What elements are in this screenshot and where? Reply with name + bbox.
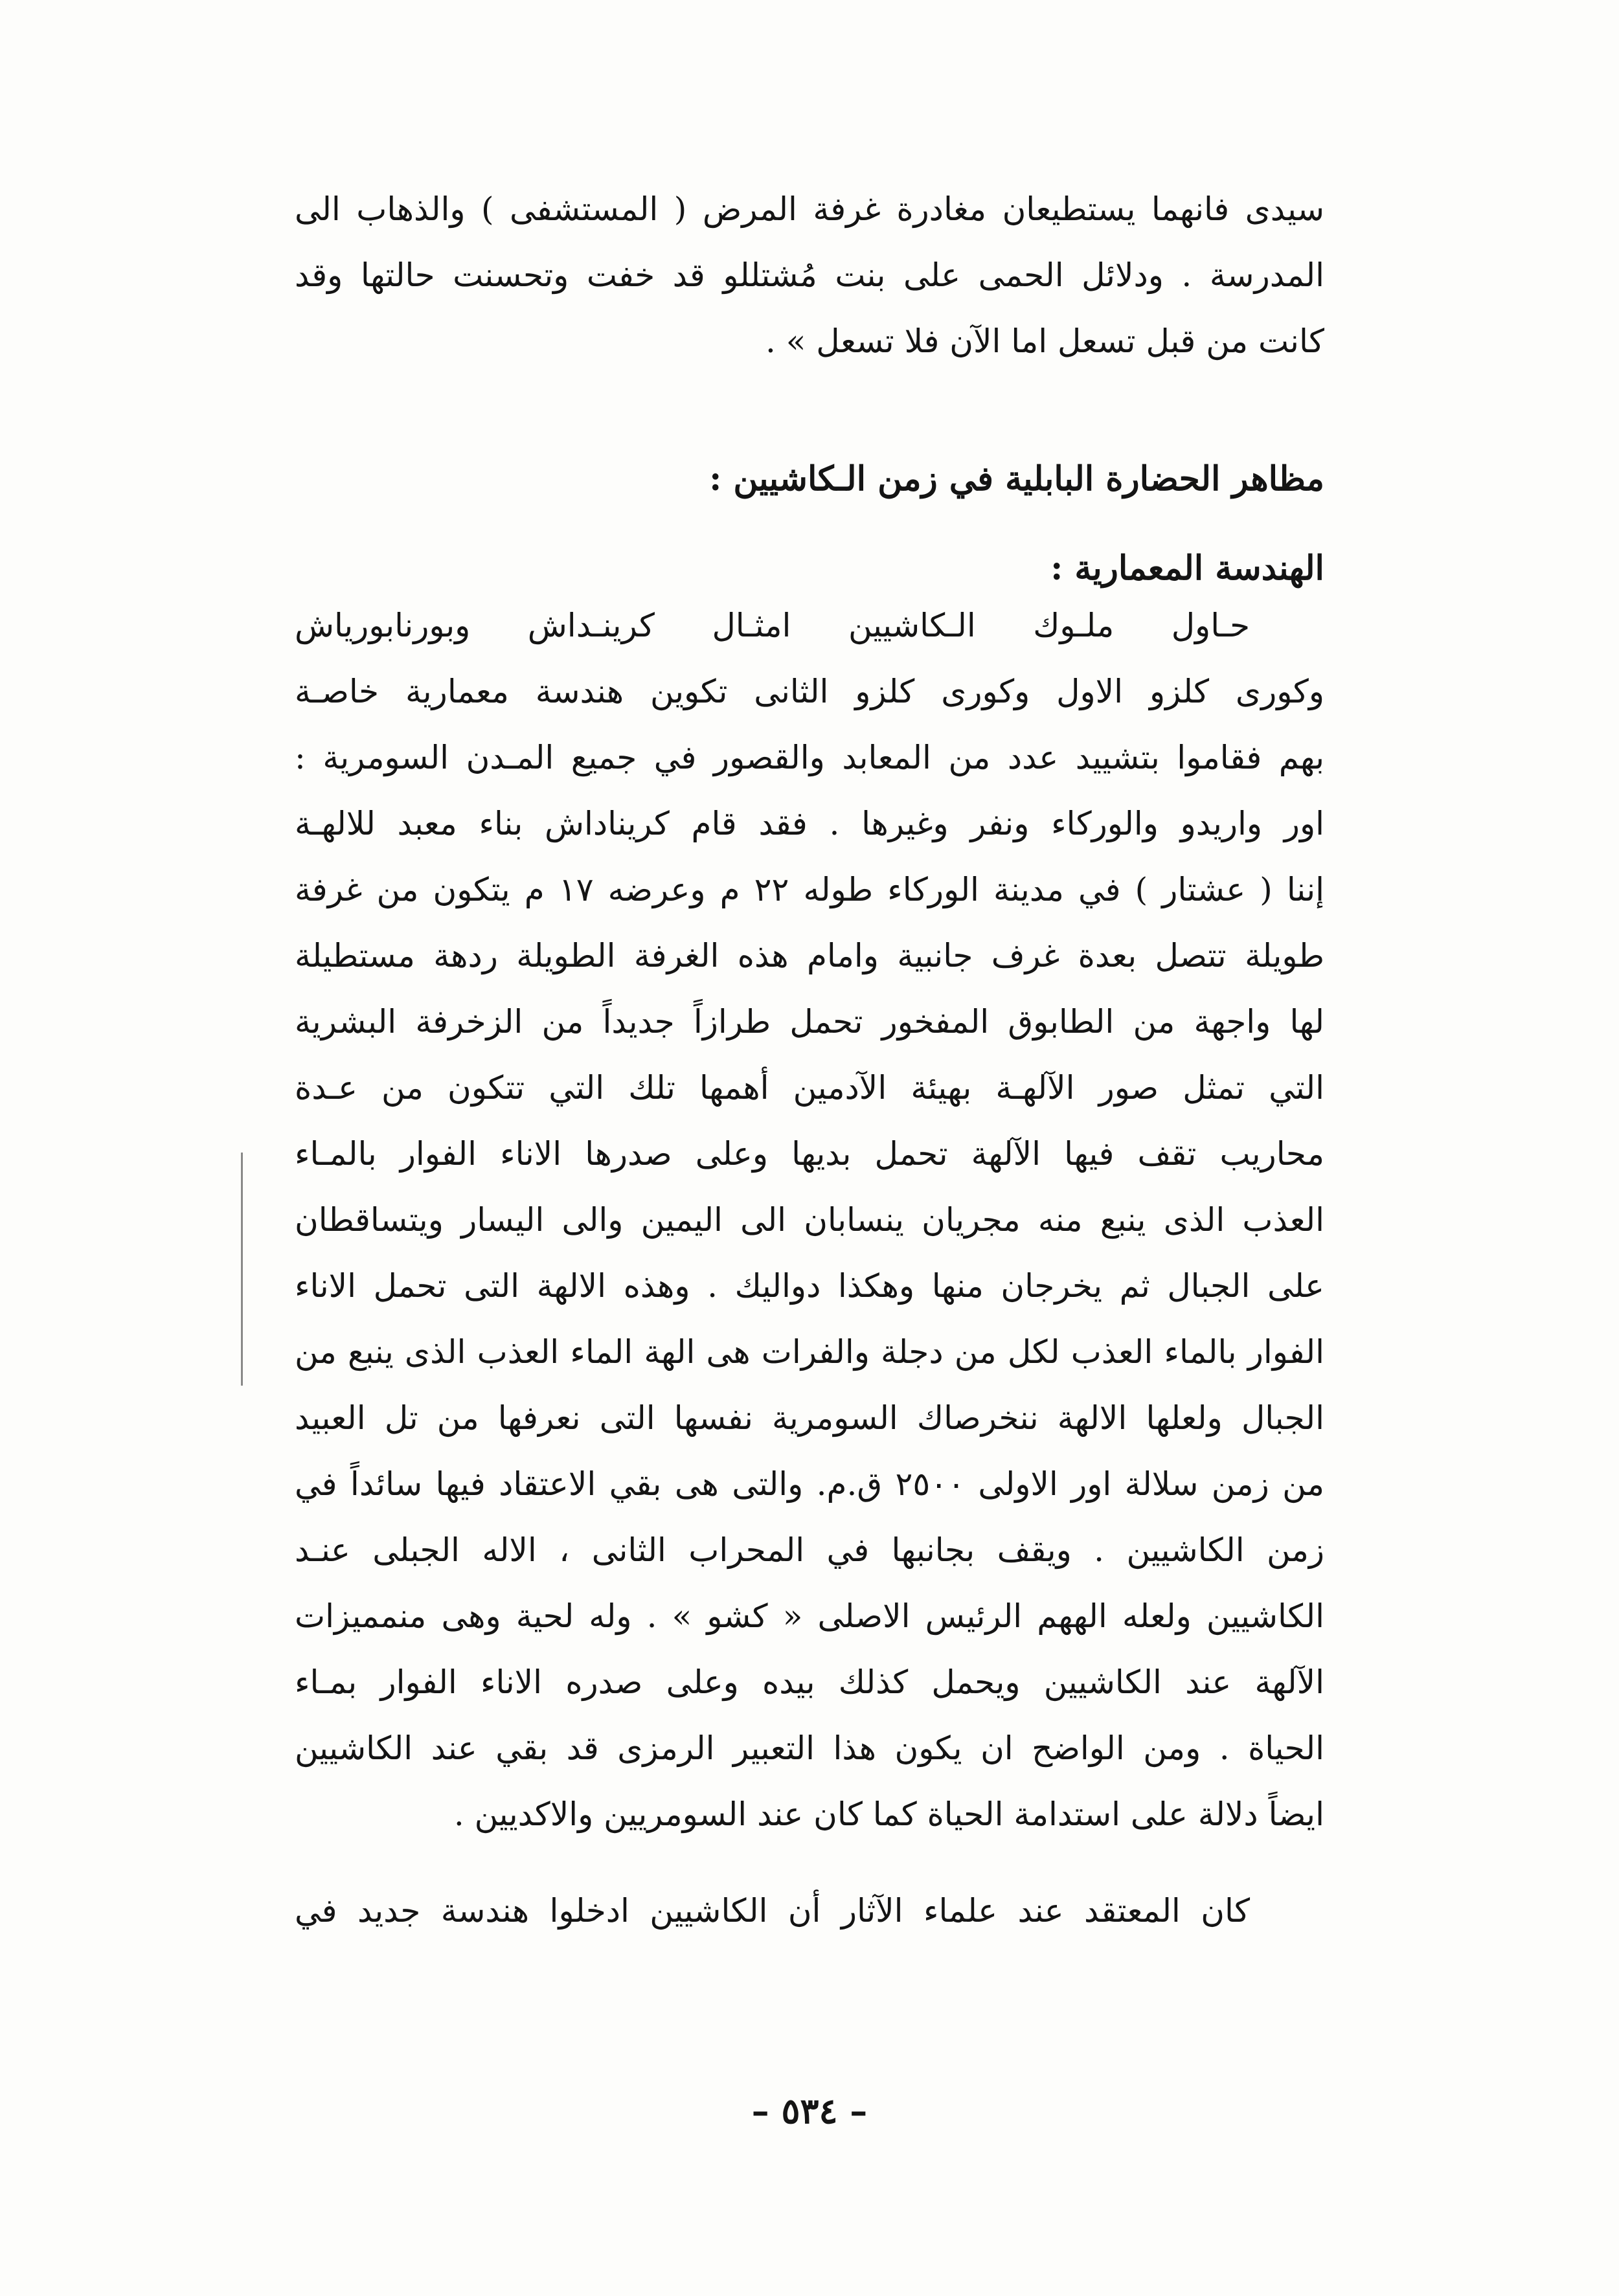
body-line-18: الحياة . ومن الواضح ان يكون هذا التعبير الرمزى قد بقي عند الكاشيين — [295, 1729, 1324, 1767]
left-margin-rule — [241, 1153, 243, 1386]
final-paragraph — [295, 1878, 1324, 1944]
body-line-16: الكاشيين ولعله الههم الرئيس الاصلى « كشو » . وله لحية وهى منمميزات — [295, 1597, 1324, 1635]
body-line-1: حـاول ملـوك الـكاشيين امثـال كرينـداش وبورنابورياش — [295, 607, 1250, 644]
body-line-6: طويلة تتصل بعدة غرف جانبية وامام هذه الغرفة الطويلة ردهة مستطيلة — [295, 937, 1324, 974]
body-line-8: التي تمثل صور الآلهـة بهيئة الآدمين أهمها تلك التي تتكون من عـدة — [295, 1069, 1324, 1107]
subsection-heading: الهندسة المعمارية : — [1050, 548, 1324, 588]
body-line-13: الجبال ولعلها الالهة ننخرصاك السومرية نفسها التى نعرفها من تل العبيد — [295, 1399, 1324, 1437]
body-line-11: على الجبال ثم يخرجان منها وهكذا دواليك . وهذه الالهة التى تحمل الاناء — [295, 1267, 1324, 1305]
intro-line-2: المدرسة . ودلائل الحمى على بنت مُشتللو قد خفت وتحسنت حالتها وقد — [295, 256, 1324, 294]
body-line-4: اور واريدو والوركاء ونفر وغيرها . فقد قام كريناداش بناء معبد للالهـة — [295, 805, 1324, 842]
body-line-2: وكورى كلزو الاول وكورى كلزو الثانى تكوين هندسة معمارية خاصـة — [295, 673, 1324, 710]
body-line-17: الآلهة عند الكاشيين ويحمل كذلك بيده وعلى صدره الاناء الفوار بمـاء — [295, 1663, 1324, 1701]
body-line-9: محاريب تقف فيها الآلهة تحمل بديها وعلى صدرها الاناء الفوار بالمـاء — [295, 1135, 1324, 1173]
final-line: كان المعتقد عند علماء الآثار أن الكاشيين ادخلوا هندسة جديد في — [295, 1892, 1250, 1930]
body-paragraph — [295, 592, 1324, 1847]
body-line-12: الفوار بالماء العذب لكل من دجلة والفرات هى الهة الماء العذب الذى ينبع من — [295, 1333, 1324, 1371]
intro-line-3: كانت من قبل تسعل اما الآن فلا تسعل » . — [765, 322, 1324, 360]
page-number: – ٥٣٤ – — [751, 2090, 868, 2132]
body-line-14: من زمن سلالة اور الاولى ٢٥٠٠ ق.م. والتى هى بقي الاعتقاد فيها سائداً في — [295, 1465, 1324, 1503]
intro-line-1: سيدى فانهما يستطيعان مغادرة غرفة المرض ( المستشفى ) والذهاب الى — [295, 190, 1324, 228]
body-line-15: زمن الكاشيين . ويقف بجانبها في المحراب الثانى ، الاله الجبلى عنـد — [295, 1531, 1324, 1569]
intro-paragraph — [295, 176, 1324, 374]
body-line-7: لها واجهة من الطابوق المفخور تحمل طرازاً جديداً من الزخرفة البشرية — [295, 1003, 1324, 1041]
body-line-5: إننا ( عشتار ) في مدينة الوركاء طوله ٢٢ م وعرضه ١٧ م يتكون من غرفة — [295, 871, 1324, 908]
body-line-10: العذب الذى ينبع منه مجريان ينسابان الى اليمين والى اليسار ويتساقطان — [295, 1201, 1324, 1239]
body-line-3: بهم فقاموا بتشييد عدد من المعابد والقصور في جميع المـدن السومرية : — [295, 739, 1324, 776]
section-heading: مظاهر الحضارة البابلية في زمن الـكاشيين : — [709, 459, 1324, 499]
body-line-19: ايضاً دلالة على استدامة الحياة كما كان عند السومريين والاكديين . — [453, 1795, 1324, 1833]
